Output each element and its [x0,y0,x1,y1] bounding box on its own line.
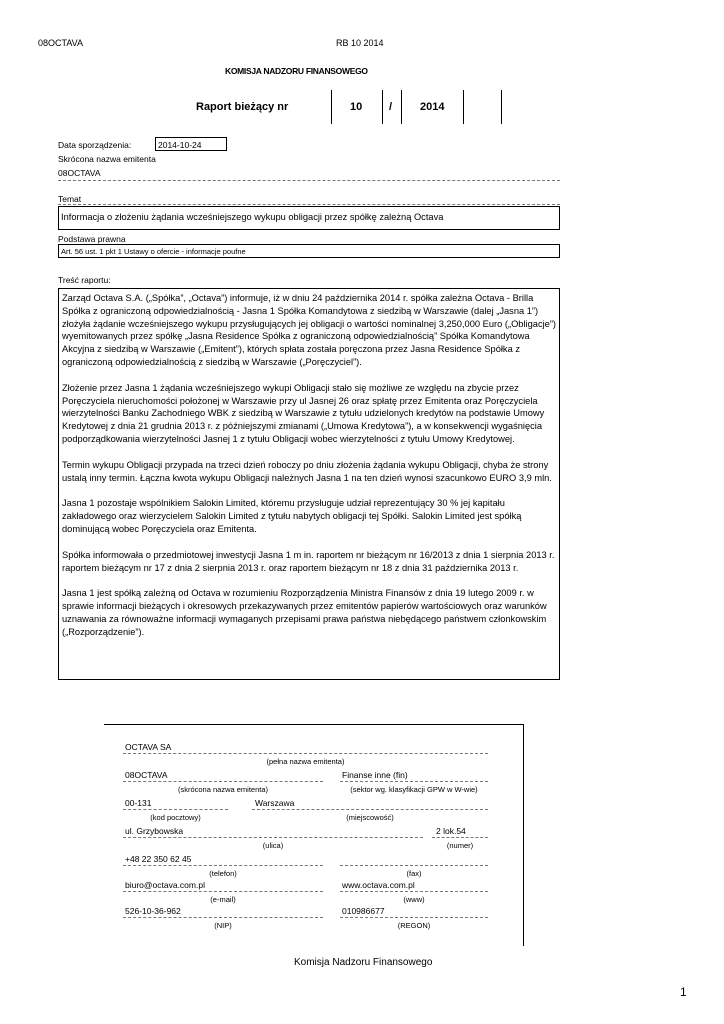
report-number: 10 [350,101,363,113]
subject-label: Temat [58,194,82,204]
issuer-nip-caption: (NIP) [214,921,232,930]
short-name-value: 08OCTAVA [58,168,101,178]
issuer-street: ul. Grzybowska [125,826,184,836]
legal-basis-value: Art. 56 ust. 1 pkt 1 Ustawy o ofercie - informacje poufne [61,247,246,256]
content-paragraph: Termin wykupu Obligacji przypada na trzeci dzień roboczy po dniu złożenia żądania wykupu Obligacji, chyba że strony ustalą inny termin. Łączna kwota wykupu Obligacji należnych Jasna 1 na ten dzień wynosi szacunkowo EURO 3,9 mln. [62,459,552,483]
content-label: Treść raportu: [58,275,111,285]
issuer-number: 2 lok.54 [436,826,466,836]
legal-basis-box [58,244,560,258]
authority-title: KOMISJA NADZORU FINANSOWEGO [225,66,368,76]
subject-box [58,206,560,230]
issuer-city-caption: (miejscowość) [346,813,394,822]
date-label: Data sporządzenia: [58,140,132,150]
issuer-phone: +48 22 350 62 45 [125,854,192,864]
report-label: Raport bieżący nr [196,101,289,113]
issuer-number-caption: (numer) [446,841,474,850]
issuer-short-name: 08OCTAVA [125,770,168,780]
issuer-full-name-caption: (pełna nazwa emitenta) [266,757,345,766]
issuer-postal-code-caption: (kod pocztowy) [150,813,201,822]
date-value: 2014-10-24 [158,140,202,150]
issuer-city: Warszawa [255,798,295,808]
issuer-sector: Finanse inne (fin) [342,770,408,780]
content-paragraph: Złożenie przez Jasna 1 żądania wcześniejszego wykupi Obligacji stało się możliwe ze względu na zbycie przez Poręczyciela nieruchomości położonej w Warszawie przy ul Jasnej 26 oraz spłatę przez Emitenta oraz Poręczyciela wierzytelności Banku Zachodniego WBK z siedzibą w Warszawie z tytułu udzielonych kredytów na podstawie Umowy Kredytowej z dnia 21 grudnia 2013 r. z późniejszymi zmianami („Umowa Kredytowa”), a w konsekwencji wygaśnięcia podporządkowania wierzytelności Jasnej 1 z tytułu Obligacji wobec wierzytelności z tytułu Umowy Kredytowej. [62,382,545,444]
issuer-www: www.octava.com.pl [342,880,415,890]
issuer-regon: 010986677 [342,906,385,916]
issuer-nip: 526-10-36-962 [125,906,181,916]
short-name-label: Skrócona nazwa emitenta [58,154,156,164]
content-paragraph: Jasna 1 jest spółką zależną od Octava w rozumieniu Rozporządzenia Ministra Finansów z dnia 19 lutego 2009 r. w sprawie informacji bieżących i okresowych przekazywanych przez emitentów papierów wartościowych oraz warunków uznawania za równoważne informacji wymaganych przepisami prawa państwa niebędącego państwem członkowskim („Rozporządzenie”). [62,588,547,637]
legal-basis-label: Podstawa prawna [58,234,126,244]
subject-value: Informacja o złożeniu żądania wcześniejszego wykupu obligacji przez spółkę zależną Octava [61,212,444,222]
report-year: 2014 [420,101,445,113]
content-paragraph: Jasna 1 pozostaje wspólnikiem Salokin Limited, któremu przysługuje udział reprezentujący 30 % jej kapitału zakładowego oraz wierzycielem Salokin Limited z tytułu nabytych obligacji tej Spółki. Salokin Limited jest spółką dominującą wobec Poręczyciela oraz Emitenta. [62,498,522,534]
issuer-street-caption: (ulica) [262,841,284,850]
issuer-fax-caption: (fax) [406,869,422,878]
report-content-box [58,288,560,680]
footer-authority: Komisja Nadzoru Finansowego [294,957,433,968]
issuer-sector-caption: (sektor wg. klasyfikacji GPW w W-wie) [350,785,478,794]
issuer-www-caption: (www) [403,895,425,904]
issuer-email: biuro@octava.com.pl [125,880,205,890]
issuer-short-name-caption: (skrócona nazwa emitenta) [177,785,269,794]
report-slash: / [389,101,393,113]
page-number: 1 [680,985,687,999]
date-box [155,137,227,151]
issuer-full-name: OCTAVA SA [125,742,172,752]
content-paragraph: Spółka informowała o przedmiotowej inwestycji Jasna 1 m in. raportem nr bieżącym nr 16/2013 z dnia 1 sierpnia 2013 r. raportem bieżącym nr 17 z dnia 2 sierpnia 2013 r. oraz raportem bieżącym nr 18 z dnia 31 października 2013 r. [62,549,555,573]
content-paragraph: Zarząd Octava S.A. („Spółka”, „Octava”) informuje, iż w dniu 24 października 2014 r. spółka zależna Octava - Brilla Spółka z ograniczoną odpowiedzialnością - Jasna 1 Spółka Komandytowa z siedzibą w Warszawie (dalej „Jasna 1”) złożyła żądanie wcześniejszego wykupu przysługujących jej obligacji o wartości nominalnej 3,250,000 Euro („Obligacje”) wyemitowanych przez spółkę „Jasna Residence Spółka z ograniczoną odpowiedzialnością” Spółka Komandytowa Akcyjna z siedzibą w Warszawie („Emitent”), których spłata została poręczona przez Jasna Residence Spółka z ograniczoną odpowiedzialnością z siedzibą w Warszawie („Poręczyciel”). [62,293,557,367]
issuer-postal-code: 00-131 [125,798,152,808]
issuer-phone-caption: (telefon) [209,869,237,878]
header-report-id: RB 10 2014 [336,38,384,48]
issuer-email-caption: (e-mail) [210,895,236,904]
issuer-regon-caption: (REGON) [397,921,431,930]
header-issuer-code: 08OCTAVA [38,38,84,48]
